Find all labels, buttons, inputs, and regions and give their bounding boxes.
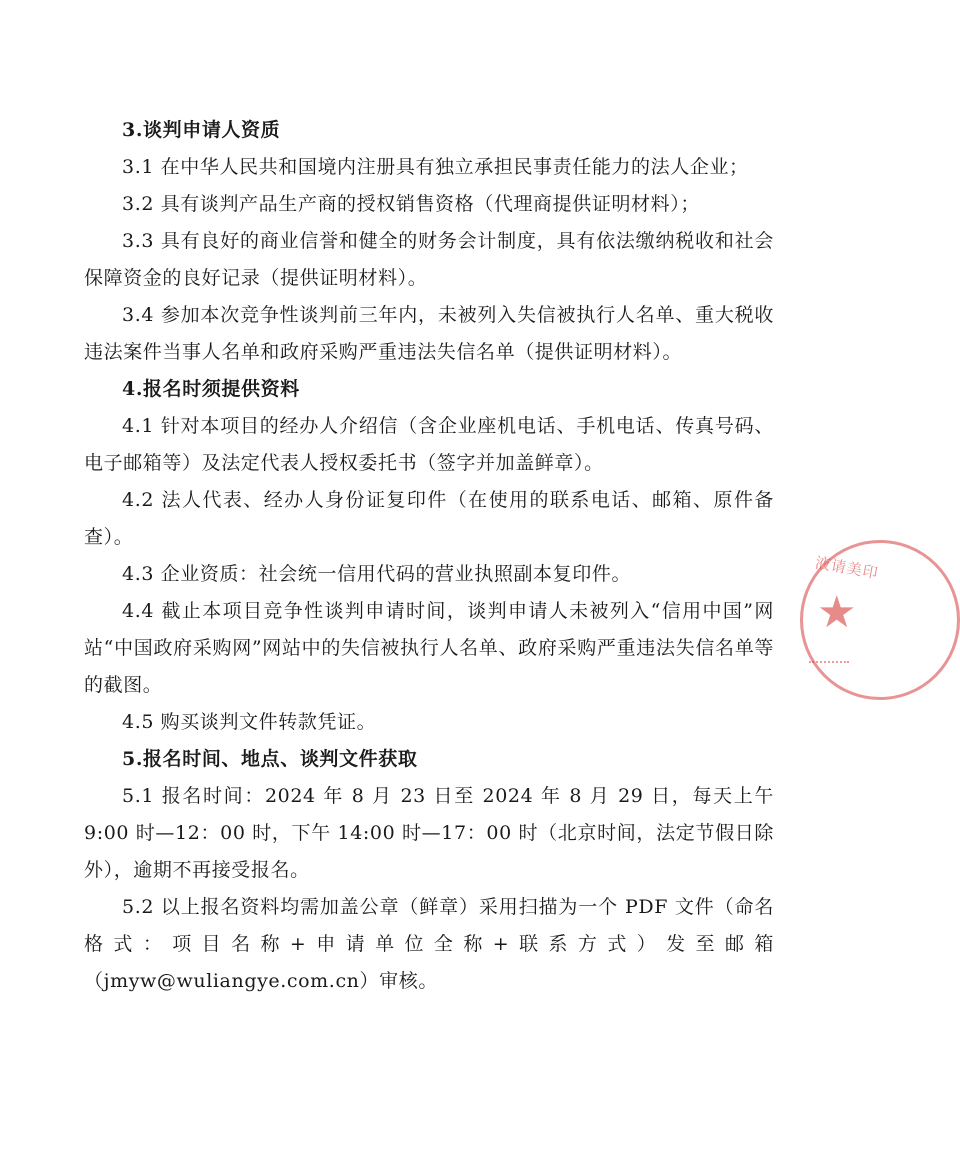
paragraph: 4.3 企业资质：社会统一信用代码的营业执照副本复印件。 (122, 563, 632, 585)
section-heading: 5.报名时间、地点、谈判文件获取 (122, 748, 418, 770)
paragraph: 3.1 在中华人民共和国境内注册具有独立承担民事责任能力的法人企业； (122, 156, 749, 178)
paragraph: 4.2 法人代表、经办人身份证复印件（在使用的联系电话、邮箱、原件备查）。 (84, 489, 774, 548)
paragraph: 3.4 参加本次竞争性谈判前三年内，未被列入失信被执行人名单、重大税收违法案件当事人名单和政府采购严重违法失信名单（提供证明材料）。 (84, 304, 774, 363)
paragraph: 5.1 报名时间：2024 年 8 月 23 日至 2024 年 8 月 29 日，每天上午 9:00 时—12：00 时，下午 14:00 时—17：00 时（北京时间，法定节假日除外），逾期不再接受报名。 (84, 785, 774, 881)
seal-divider (809, 661, 849, 663)
seal-text: 液请美印 (813, 553, 881, 583)
red-seal-stamp (800, 540, 960, 700)
paragraph: 3.3 具有良好的商业信誉和健全的财务会计制度，具有依法缴纳税收和社会保障资金的良好记录（提供证明材料）。 (84, 230, 774, 289)
paragraph: 4.5 购买谈判文件转款凭证。 (122, 711, 377, 733)
paragraph: 4.1 针对本项目的经办人介绍信（含企业座机电话、手机电话、传真号码、电子邮箱等）及法定代表人授权委托书（签字并加盖鲜章）。 (84, 415, 774, 474)
section-heading: 3.谈判申请人资质 (122, 119, 281, 141)
paragraph: 5.2 以上报名资料均需加盖公章（鲜章）采用扫描为一个 PDF 文件（命名格式：项目名称+申请单位全称+联系方式）发至邮箱（jmyw@wuliangye.com.cn）审核。 (84, 896, 774, 992)
section-heading: 4.报名时须提供资料 (122, 378, 300, 400)
document-body (84, 112, 774, 1000)
paragraph: 3.2 具有谈判产品生产商的授权销售资格（代理商提供证明材料）； (122, 193, 700, 215)
paragraph: 4.4 截止本项目竞争性谈判申请时间，谈判申请人未被列入“信用中国”网站“中国政府采购网”网站中的失信被执行人名单、政府采购严重违法失信名单等的截图。 (84, 600, 774, 696)
star-icon: ★ (817, 587, 857, 638)
